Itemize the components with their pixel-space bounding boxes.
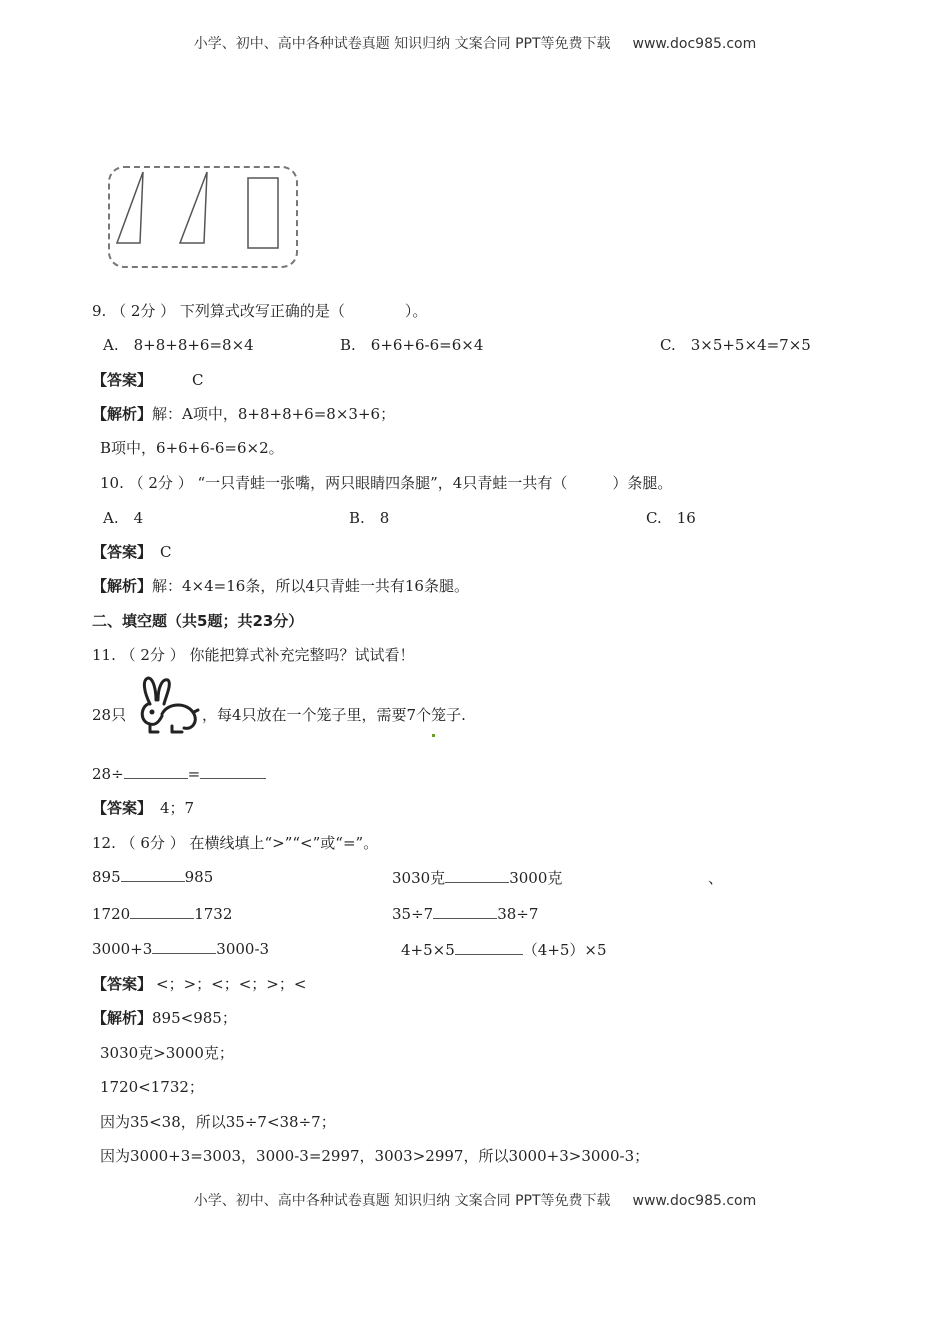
q9-analysis (92, 403, 395, 424)
footer-text: 小学、初中、高中各种试卷真题 知识归纳 文案合同 PPT等免费下载 (193, 1193, 611, 1209)
answer-value: 4；7 (160, 799, 195, 817)
q9-answer (92, 369, 204, 390)
triangle-shape-1 (117, 172, 143, 243)
page-footer (0, 1190, 950, 1210)
q12-analysis-line-3: 1720<1732； (100, 1078, 204, 1096)
answer-label: 【答案】 (92, 799, 153, 817)
compare-left: 35÷7 (392, 905, 434, 923)
compare-blank[interactable] (130, 904, 194, 919)
stray-mark: 、 (708, 869, 724, 887)
rectangle-shape (248, 178, 278, 248)
analysis-label: 【解析】 (92, 405, 153, 423)
q12-row-3-right (401, 939, 607, 960)
compare-blank[interactable] (121, 867, 185, 882)
answer-label: 【答案】 (92, 371, 153, 389)
q12-row-3-left (92, 939, 269, 958)
shapes-figure (108, 166, 298, 268)
q11-text-after: ，每4只放在一个笼子里，需要7个笼子. (202, 706, 466, 724)
compare-right: 985 (184, 868, 214, 886)
q12-row-2-left (92, 904, 232, 923)
compare-left: 895 (92, 868, 121, 886)
answer-value: <；>；<；<；>；< (156, 975, 307, 993)
answer-label: 【答案】 (92, 543, 153, 561)
answer-blank-2[interactable] (200, 764, 266, 779)
compare-left: 3030克 (392, 869, 446, 887)
rabbit-icon (136, 674, 202, 736)
q12-answer (92, 973, 306, 994)
compare-left: 3000+3 (92, 940, 153, 958)
q10-option-b: B. 8 (349, 509, 390, 527)
footer-url[interactable]: www.doc985.com (632, 1193, 757, 1209)
q11-text-before: 28只 (92, 706, 127, 724)
compare-right: 1732 (194, 905, 233, 923)
q10-answer (92, 541, 172, 562)
q9-option-c: C. 3×5+5×4=7×5 (660, 336, 811, 354)
compare-left: 1720 (92, 905, 131, 923)
q9-analysis-line-2: B项中，6+6+6-6=6×2。 (100, 439, 284, 457)
q12-row-1-left (92, 867, 213, 886)
answer-value: C (192, 371, 204, 389)
compare-right: 38÷7 (497, 905, 539, 923)
compare-left: 4+5×5 (401, 941, 455, 959)
formula-equals: = (187, 765, 201, 783)
compare-blank[interactable] (455, 940, 523, 955)
stray-dot (432, 734, 435, 737)
header-url[interactable]: www.doc985.com (632, 36, 757, 52)
formula-start: 28÷ (92, 765, 124, 783)
compare-blank[interactable] (445, 868, 509, 883)
q11-formula (92, 764, 266, 783)
q11-answer (92, 797, 194, 818)
compare-right: （4+5）×5 (522, 941, 607, 959)
answer-blank-1[interactable] (124, 764, 188, 779)
answer-label: 【答案】 (92, 975, 153, 993)
q10-stem: 10. （ 2分 ） “一只青蛙一张嘴，两只眼睛四条腿”，4只青蛙一共有（ ）条腿。 (100, 474, 673, 492)
compare-right: 3000克 (509, 869, 563, 887)
q9-option-b: B. 6+6+6-6=6×4 (340, 336, 484, 354)
triangle-shape-2 (180, 172, 207, 243)
page-header (0, 33, 950, 53)
analysis-line: 解：A项中，8+8+8+6=8×3+6； (152, 405, 396, 423)
analysis-line: 解：4×4=16条，所以4只青蛙一共有16条腿。 (152, 577, 469, 595)
q10-option-a: A. 4 (103, 509, 144, 527)
q10-option-c: C. 16 (646, 509, 696, 527)
q9-option-a: A. 8+8+8+6=8×4 (103, 336, 254, 354)
q12-analysis (92, 1007, 237, 1028)
q12-row-2-right (392, 904, 538, 923)
q9-stem: 9. （ 2分 ） 下列算式改写正确的是（ ）。 (92, 302, 428, 320)
compare-right: 3000-3 (216, 940, 270, 958)
q12-analysis-line-2: 3030克>3000克； (100, 1044, 234, 1062)
q12-analysis-line-5: 因为3000+3=3003，3000-3=2997，3003>2997，所以3000+3>3000-3； (100, 1147, 650, 1165)
q12-stem: 12. （ 6分 ） 在横线填上“>”“<”或“=”。 (92, 834, 379, 852)
header-text: 小学、初中、高中各种试卷真题 知识归纳 文案合同 PPT等免费下载 (193, 36, 611, 52)
compare-blank[interactable] (433, 904, 497, 919)
q12-analysis-line-4: 因为35<38，所以35÷7<38÷7； (100, 1113, 336, 1131)
section-title: 二、填空题（共5题；共23分） (92, 612, 304, 630)
q12-row-1-right (392, 867, 562, 888)
analysis-label: 【解析】 (92, 1009, 153, 1027)
analysis-label: 【解析】 (92, 577, 153, 595)
analysis-line: 895<985； (152, 1009, 237, 1027)
q11-stem: 11. （ 2分 ） 你能把算式补充完整吗？试试看！ (92, 646, 415, 664)
q10-analysis (92, 575, 469, 596)
compare-blank[interactable] (152, 939, 216, 954)
answer-value: C (160, 543, 172, 561)
